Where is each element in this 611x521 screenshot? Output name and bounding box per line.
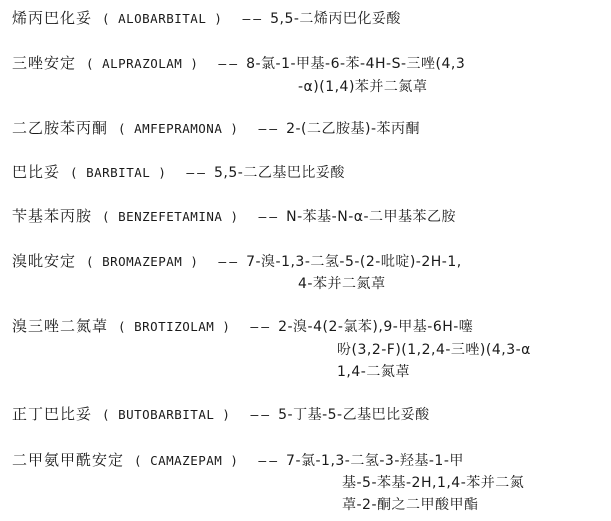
definition-continuation: -α)(1,4)苯并二氮䓬 [298, 79, 428, 95]
entry-alprazolam [12, 52, 608, 76]
definition: 7-溴-1,3-二氢-5-(2-吡啶)-2H-1, [246, 254, 462, 270]
latin-name-wrapper: ( AMFEPRAMONA ) [118, 121, 239, 136]
chinese-name: 溴吡安定 [12, 252, 77, 270]
entry-brotizolam [12, 315, 608, 339]
separator-dash: —— [218, 255, 241, 270]
definition-continuation: 基-5-苯基-2H,1,4-苯并二氮 [342, 475, 525, 491]
definition: 7-氯-1,3-二氢-3-羟基-1-甲 [286, 453, 464, 469]
chinese-name: 溴三唑二氮䓬 [12, 317, 109, 335]
chinese-name: 苄基苯丙胺 [12, 207, 93, 225]
separator-dash: —— [258, 122, 281, 137]
separator-dash: —— [186, 166, 209, 181]
entry-alobarbital [12, 7, 608, 31]
latin-name: BARBITAL [86, 165, 151, 180]
chinese-name: 巴比妥 [12, 163, 61, 181]
entry-bromazepam [12, 250, 608, 274]
latin-name: BROMAZEPAM [102, 254, 183, 269]
definition-continuation: 䓬-2-酮之二甲酸甲酯 [342, 497, 479, 513]
chinese-name: 正丁巴比妥 [12, 405, 93, 423]
latin-name: ALPRAZOLAM [102, 56, 183, 71]
separator-dash: —— [218, 57, 241, 72]
entry-barbital [12, 161, 608, 185]
definition: 2-溴-4(2-氯苯),9-甲基-6H-噻 [278, 319, 474, 335]
definition-continuation: 4-苯并二氮䓬 [298, 276, 386, 292]
definition-continuation: 1,4-二氮䓬 [337, 364, 410, 380]
chinese-name: 三唑安定 [12, 54, 77, 72]
definition: 5,5-二烯丙巴化妥酸 [270, 11, 401, 27]
chinese-name: 烯丙巴化妥 [12, 9, 93, 27]
definition-continuation: 吩(3,2-F)(1,2,4-三唑)(4,3-α [337, 342, 531, 358]
latin-name-wrapper: ( BENZEFETAMINA ) [102, 209, 239, 224]
definition: 5,5-二乙基巴比妥酸 [214, 165, 345, 181]
latin-name: CAMAZEPAM [150, 453, 223, 468]
chinese-name: 二乙胺苯丙酮 [12, 119, 109, 137]
latin-name: BENZEFETAMINA [118, 209, 223, 224]
entry-camazepam [12, 449, 608, 473]
latin-name-wrapper: ( BUTOBARBITAL ) [102, 407, 231, 422]
latin-name-wrapper: ( CAMAZEPAM ) [134, 453, 239, 468]
entry-butobarbital [12, 403, 608, 427]
latin-name-wrapper: ( BARBITAL ) [70, 165, 167, 180]
separator-dash: —— [250, 320, 273, 335]
entry-amfepramona [12, 117, 608, 141]
separator-dash: —— [242, 12, 265, 27]
separator-dash: —— [258, 454, 281, 469]
definition: 8-氯-1-甲基-6-苯-4H-S-三唑(4,3 [246, 56, 466, 72]
latin-name: BUTOBARBITAL [118, 407, 215, 422]
latin-name: ALOBARBITAL [118, 11, 207, 26]
latin-name: AMFEPRAMONA [134, 121, 223, 136]
separator-dash: —— [258, 210, 281, 225]
chinese-name: 二甲氨甲酰安定 [12, 451, 125, 469]
latin-name-wrapper: ( ALPRAZOLAM ) [86, 56, 199, 71]
latin-name: BROTIZOLAM [134, 319, 215, 334]
latin-name-wrapper: ( BROTIZOLAM ) [118, 319, 231, 334]
latin-name-wrapper: ( ALOBARBITAL ) [102, 11, 223, 26]
definition: N-苯基-N-α-二甲基苯乙胺 [286, 209, 457, 225]
entry-benzefetamina [12, 205, 608, 229]
latin-name-wrapper: ( BROMAZEPAM ) [86, 254, 199, 269]
definition: 5-丁基-5-乙基巴比妥酸 [278, 407, 430, 423]
definition: 2-(二乙胺基)-苯丙酮 [286, 121, 421, 137]
separator-dash: —— [250, 408, 273, 423]
